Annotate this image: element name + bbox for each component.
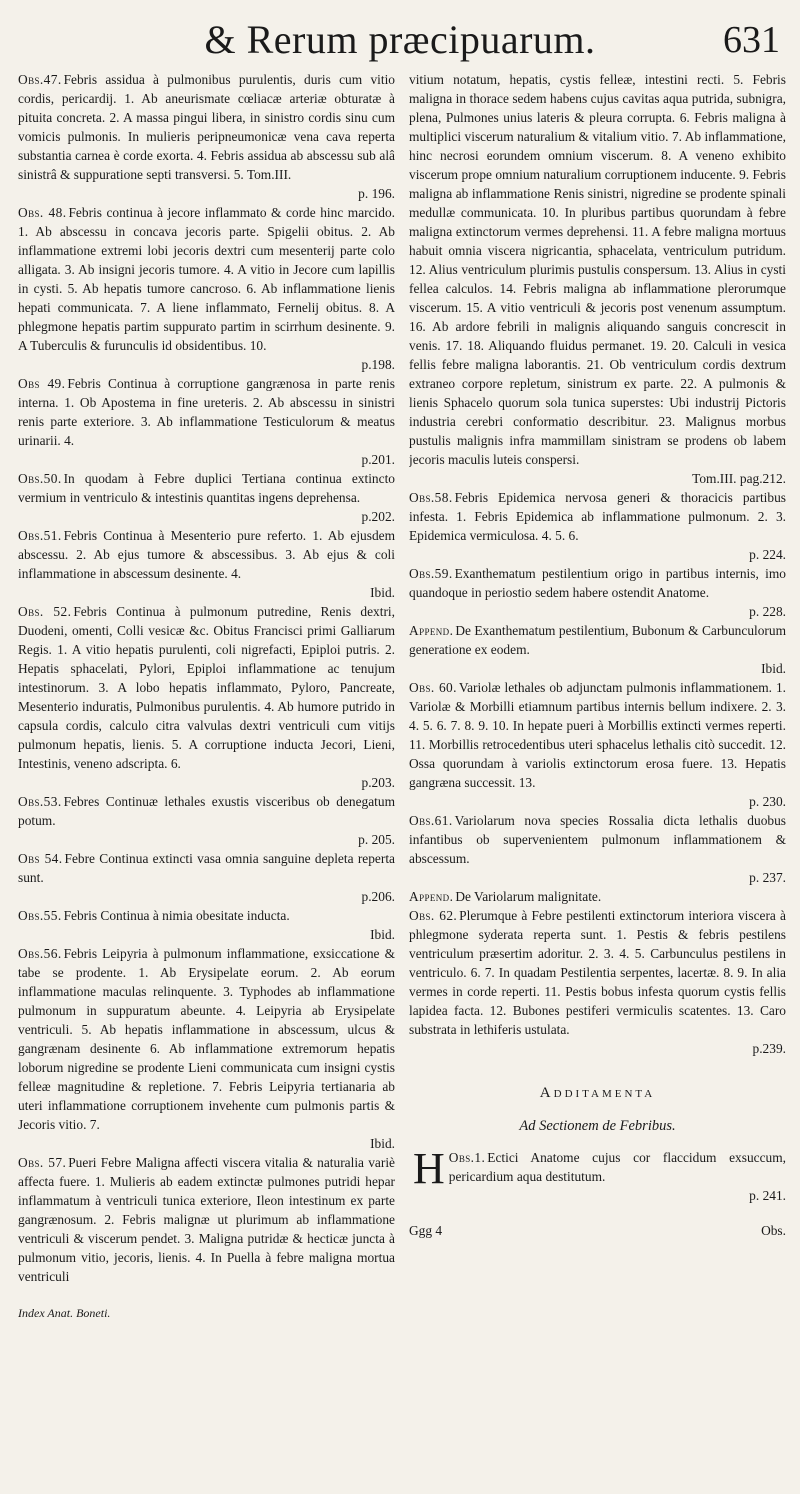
- entry-text: In quodam à Febre duplici Tertiana continua extincto vermium in ventriculo & intestinis quantitas ingens deprehensa.: [18, 471, 395, 505]
- entry-label: Obs.53.: [18, 794, 62, 809]
- right-column: [409, 70, 786, 1480]
- left-footer: [18, 1302, 395, 1323]
- additamenta-subheading: Ad Sectionem de Febribus.: [519, 1118, 676, 1134]
- entry-page-ref: Ibid.: [761, 661, 786, 676]
- drop-cap: H: [413, 1144, 445, 1193]
- entry-label: Obs.58.: [409, 490, 453, 505]
- entry-label: Obs. 62.: [409, 908, 458, 923]
- entry-text: Exanthematum pestilentium origo in partibus internis, imo quandoque in periostio sedem habere ostendit Anatome.: [409, 566, 786, 600]
- index-entry: [409, 564, 786, 621]
- entry-text: Pueri Febre Maligna affecti viscera vitalia & naturalia variè affecta fuere. 1. Mulieris ab eadem extinctæ pulmones putridi hepar inflammatum à ventriculi tunica exteriore, Ileon intestinum ex parte gangrænosum. 2. Febris malignæ ut plurimum ab inflammatione ventriculi & viscerum pendet. 3. Maligna putridæ & hecticæ juncta à pulmonum vitio, jecoris, lienis. 4. In Puella à febre maligna mortua ventriculi: [18, 1155, 395, 1284]
- entry-text: Febris assidua à pulmonibus purulentis, duris cum vitio cordis, pericardij. 1. Ab aneurismate cœliacæ arteriæ obturatæ à pituita concreta. 2. A massa pingui libera, in sinistro cordis sinu cum vomicis pulmonis. In mulieris peripneumonicæ vena cava reperta substantia carnea è corde exorta. 4. Febris assidua ab abscessu sub alâ sinistrâ & suppuratione septi transversi. 5. Tom.III.: [18, 72, 395, 182]
- entry-text: Febris Leipyria à pulmonum inflammatione, exsiccatione & tabe se prodente. 1. Ab Erysipelate eorum. 2. Ab eorum inflammatione maculas relinquente. 3. Typhodes ab inflammatione pulmonum in suppuratum abeunte. 4. Leipyria ab Erysipelate ventriculi. 5. Ab hepatis inflammatione in abscessum, ulcus & gangrænam desinente 6. Ab inflammatione extremorum hepatis loborum nigredine se prodente Lieni communicata cum insigni cystis felleæ magnitudine & repletione. 7. Febris Leipyria tertianaria ab uteri inflammatione corruptionem invehente cum pulmonis partis & Jecoris vitio. 7.: [18, 946, 395, 1132]
- signature-mark: Ggg 4: [409, 1223, 443, 1238]
- index-entry: [409, 678, 786, 811]
- entry-label: Obs.51.: [18, 528, 62, 543]
- entry-page-ref: p.202.: [361, 509, 395, 524]
- entry-page-ref: Ibid.: [370, 927, 395, 942]
- index-entry: [18, 849, 395, 906]
- entry-label: Obs.59.: [409, 566, 453, 581]
- page-number: 631: [723, 19, 780, 61]
- entry-page-ref: p.239.: [752, 1041, 786, 1056]
- entry-label: Obs.61.: [409, 813, 453, 828]
- catchword: Obs.: [761, 1223, 786, 1238]
- entry-page-ref: p.198.: [361, 357, 395, 372]
- entry-text: Febris continua à jecore inflammato & corde hinc marcido. 1. Ab abscessu in concava jecoris parte. Spigelii obitus. 2. Ab inflammatione extremi lobi jecoris dextri cum mesenterij parte colo alligata. 3. Ab insigni jecoris tumore. 4. A vitio in Jecore cum lapillis in cysti. 5. Ab hepatis tumore cancroso. 6. Ab inflammatione lienis hepati communicata. 7. A liene inflammato, Fernelij obitus. 8. A phlegmone hepatis partim suppurato partim in scirrhum desinente. 9. A Tuberculis & furunculis id obsidentibus. 10.: [18, 205, 395, 353]
- entry-text: Febris Continua à corruptione gangrænosa in parte renis interna. 1. Ob Apostema in fine ureteris. 2. Ab abscessu in sinistri renis parte exteriore. 3. Ab inflammatione Testiculorum & meatus urinarii. 4.: [18, 376, 395, 448]
- entry-page-ref: Ibid.: [370, 585, 395, 600]
- index-catchline: Index Anat. Boneti.: [18, 1306, 111, 1320]
- entry-label: Obs.47.: [18, 72, 62, 87]
- entry-page-ref: p. 237.: [749, 870, 786, 885]
- index-entry: [409, 811, 786, 887]
- entry-label: Obs.55.: [18, 908, 62, 923]
- right-entries: [409, 70, 786, 1058]
- entry-page-ref: p. 196.: [358, 186, 395, 201]
- index-entry: [18, 469, 395, 526]
- entry-page-ref: p. 230.: [749, 794, 786, 809]
- index-entry: [18, 374, 395, 469]
- entry-text: Ectici Anatome cujus cor flaccidum exsuccum, pericardium aqua destitutum.: [448, 1150, 786, 1184]
- index-entry: [18, 203, 395, 374]
- entry-text: Febris Continua à Mesenterio pure referto. 1. Ab ejusdem abscessu. 2. Ab ejus tumore & abscessibus. 3. Ab ejus & coli inflammatione in abscessum desinente. 4.: [18, 528, 395, 581]
- index-entry: [18, 526, 395, 602]
- index-entry: [18, 792, 395, 849]
- left-column: [18, 70, 395, 1480]
- entry-text: Febris Continua à pulmonum putredine, Renis dextri, Duodeni, omenti, Colli vesicæ &c. Obitus Francisci primi Galliarum Regis. 1. A vitio hepatis purulenti, coli nigrefacti, Epiploi putris. 2. Hepatis sphacelati, Pylori, Epiploi inflammatione ac tenujum intestinorum. 3. A lobo hepatis inflammato, Pyloro, Pancreate, Mesenterio induratis, Pulmonibus purulentis. 4. Ab humore putrido in capsula cordis, calculo citra valvulas dextri ventriculi cum vitijs pulmonum hepatis, lienis. 5. A corruptione inducta Jecori, Lieni, Intestinis, veneno adscripta. 6.: [18, 604, 395, 771]
- entry-label: Obs. 52.: [18, 604, 72, 619]
- index-entry: [18, 70, 395, 203]
- text-columns: [18, 70, 786, 1480]
- entry-label: Obs.56.: [18, 946, 62, 961]
- entry-page-ref: Ibid.: [370, 1136, 395, 1151]
- entry-label: Obs. 57.: [18, 1155, 67, 1170]
- index-entry: [18, 906, 395, 944]
- entry-label: Obs. 60.: [409, 680, 457, 695]
- index-entry: [409, 887, 786, 906]
- entry-label: Obs.1.: [448, 1150, 486, 1165]
- entry-page-ref: Tom.III. pag.212.: [692, 471, 786, 486]
- index-entry: [18, 944, 395, 1153]
- entry-label: Append.: [409, 889, 454, 904]
- entry-label: Obs 54.: [18, 851, 63, 866]
- entry-page-ref: p. 205.: [358, 832, 395, 847]
- entry-text: Febris Continua à nimia obesitate inducta.: [63, 908, 290, 923]
- running-title: & Rerum præcipuarum.: [204, 17, 596, 62]
- page-header: [14, 10, 786, 72]
- entry-page-ref: p.203.: [361, 775, 395, 790]
- entry-label: Append.: [409, 623, 454, 638]
- entry-page-ref: p. 241.: [749, 1188, 786, 1203]
- entry-page-ref: p.206.: [361, 889, 395, 904]
- entry-text: Variolæ lethales ob adjunctam pulmonis inflammationem. 1. Variolæ & Morbilli etiamnum partibus internis bellum indixere. 2. 3. 4. 5. 6. 7. 8. 9. 10. In hepate pueri à Morbillis extincti vermes reperti. 11. Morbillis retrocedentibus uteri sphacelus lethalis citò succedit. 12. Ossa quorundam à variolis extinctorum erosa fuere. 13. Hepatis gangræna successit. 13.: [409, 680, 786, 790]
- additamenta-heading: Additamenta: [539, 1085, 656, 1101]
- entry-text: Febris Epidemica nervosa generi & thoracicis partibus infesta. 1. Febris Epidemica ab inflammatione pulmonum. 2. 3. Epidemica vermiculosa. 4. 5. 6.: [409, 490, 786, 543]
- entry-text: De Exanthematum pestilentium, Bubonum & Carbunculorum generatione ex eodem.: [409, 623, 786, 657]
- entry-text: De Variolarum malignitate.: [455, 889, 602, 904]
- index-entry: [18, 602, 395, 792]
- entry-page-ref: p. 224.: [749, 547, 786, 562]
- additamenta-entry: [409, 1144, 786, 1205]
- entry-text: Variolarum nova species Rossalia dicta lethalis duobus infantibus ob supervenientem pulmonum inflammationem & abscessum.: [409, 813, 786, 866]
- entry-label: Obs. 48.: [18, 205, 67, 220]
- index-entry: [18, 1153, 395, 1286]
- entry-text: Febres Continuæ lethales exustis visceribus ob denegatum potum.: [18, 794, 395, 828]
- right-footer: [409, 1221, 786, 1240]
- index-entry: [409, 488, 786, 564]
- index-entry: [409, 70, 786, 488]
- index-entry: [409, 621, 786, 678]
- entry-label: Obs 49.: [18, 376, 66, 391]
- entry-text: Plerumque à Febre pestilenti extinctorum interiora viscera à phlegmone syderata reperta sunt. 1. Pestis & febris pestilens ventriculum præsertim adoritur. 2. 3. 4. 5. Carbunculus pestilens in ventriculo. 6. 7. In quadam Pestilentia serpentes, lacertæ. 8. 9. In alia vermes in corde reperti. 11. Pestis bobus infesta quorum cystis fellis lapidea facta. 12. Bubones pestiferi vermiculis scatentes. 13. Caro substrata in lethiferis ustulata.: [409, 908, 786, 1037]
- entry-text: vitium notatum, hepatis, cystis felleæ, intestini recti. 5. Febris maligna in thorace sedem habens cujus cavitas aqua putrida, subnigra, plena, Pulmones unius lateris & pleura corrupta. 6. Febris maligna à multiplici viscerum naturalium & vitalium vitio. 7. Ab inflammatione, hinc necrosi eorundem omnium viscerum. 8. A veneno exhibito viscerum prope omnium naturalium corruptionem inducente. 9. Febris maligna ab inflammatione Renis sinistri, nigredine se prodente spinali medullæ communicata. 10. In pluribus partibus quorundam à febre maligna extinctorum vermes deprehensi. 11. A febre maligna mortuus habuit omnia viscera nigricantia, sphacelata, ventriculum putridum. 12. Alius ventriculum plurimis pustulis conspersum. 13. Alius in cysti fellea calculos. 14. Febris maligna ab inflammatione plerorumque viscerum. 15. A vitio ventriculi & jecoris post venenum assumptum. 16. Ab ardore febrili in malignis aliquando sanguis concrescit in venis. 17. 18. Aliquando fluidus permanet. 19. 20. Calculi in vesica fellis febre maligna laborantis. 21. Ob ventriculum cordis dextrum extraneo corpore repletum, sinistrum ex parte. 22. A pulmonis & lienis Sphacelo quorum sola tunica superstes: Ubi industrij Pictoris industria cerebri conformatio describitur. 23. Malignus morbus pustulis malignis infra mammillam sinistram se prodens ob labem jecoris maculis luteis conspersi.: [409, 72, 786, 467]
- entry-text: Febre Continua extincti vasa omnia sanguine depleta reperta sunt.: [18, 851, 395, 885]
- index-entry: [409, 906, 786, 1058]
- entry-page-ref: p.201.: [361, 452, 395, 467]
- entry-page-ref: p. 228.: [749, 604, 786, 619]
- entry-label: Obs.50.: [18, 471, 62, 486]
